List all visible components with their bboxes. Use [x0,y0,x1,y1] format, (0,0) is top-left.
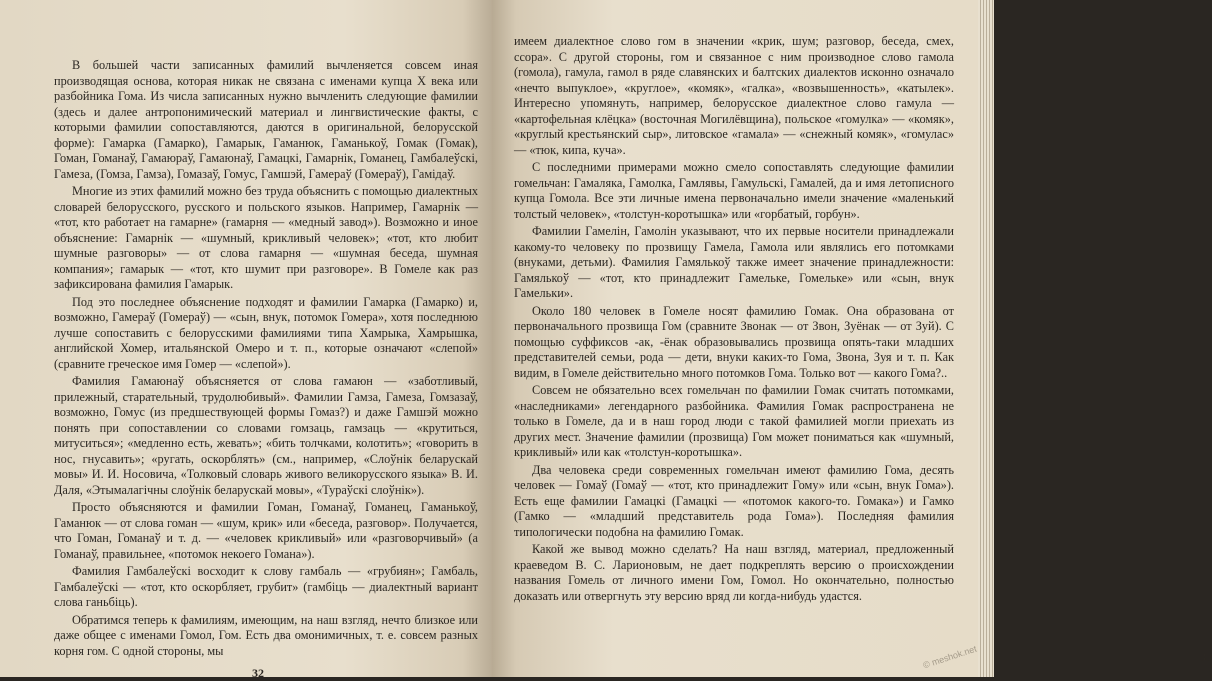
right-page [492,0,1212,677]
left-paragraph-4: Фамилия Гамаюнаў объясняется от слова гамаюн — «заботливый, прилежный, старательный, трудолюбивый». Фамилии Гамза, Гамеза, Гомзазаў, возможно, Гомус (из предшествующей формы Гомаз?) и даже Гамшэй можно понять при сопоставлении со словами гомзаць, гамзаць — «крутиться, митуситься»; «медленно есть, жевать»; «бить толчками, колотить»; «говорить в нос, гнусавить»; «ругать, оскорблять» (см., например, «Слоўнік беларускай мовы» И. И. Носовича, «Толковый словарь живого великорусского языка» В. И. Даля, «Этымалагічны слоўнік беларускай мовы», «Тураўскі слоўнік»). [54,374,478,497]
background-edge [994,0,1000,677]
right-paragraph-2: С последними примерами можно смело сопоставлять следующие фамилии гомельчан: Гамаляка, Гамолка, Гамлявы, Гамульскі, Гамалей, да и имя летописного купца Гомола. Все эти личные имена первоначально имели значение «маленький толстый человек», «толстун-коротышка» или «горбатый, горбун». [514,160,954,221]
left-page [0,0,492,680]
right-paragraph-7: Какой же вывод можно сделать? На наш взгляд, материал, предложенный краеведом В. С. Ларионовым, не дает подкреплять версию о происхождении названия Гомель от личного имени Гом, Гомол. Но окончательно, полностью доказать или отвергнуть эту версию вряд ли когда-нибудь удастся. [514,542,954,603]
left-paragraph-1: В большей части записанных фамилий вычленяется совсем иная производящая основа, которая никак не связана с именами купца X века или разбойника Гома. Из числа записанных нужно вычленить следующие фамилии (здесь и далее антропонимический материал и лингвистические факты, с которыми фамилии сопоставляются, даются в оригинальной, белорусской форме): Гамарка (Гамарко), Гамарык, Гаманюк, Гаманькоў, Гомак (Гомак), Гоман, Гоманаў, Гамаюраў, Гамаюнаў, Гамацкі, Гамарнік, Гоманец, Гамбалеўскі, Гамеза, (Гомза, Гамза), Гомазаў, Гомус, Гамшэй, Гамераў (Гомераў), Гамідаў. [54,58,478,181]
watermark-text: © meshok.net [921,643,978,671]
right-paragraph-4: Около 180 человек в Гомеле носят фамилию Гомак. Она образована от первоначального прозвища Гом (сравните Звонак — от Звон, Зуёнак — от Зуй). С помощью суффиксов -ак, -ёнак образовывались прозвища опять-таки младших представителей семьи, рода — дети, внуки каких-то Гома, Звона, Зуя и т. п. Как видим, в Гомеле действительно много потомков Гома. Только вот — какого Гома?.. [514,303,954,380]
right-paragraph-3: Фамилии Гамелін, Гамолін указывают, что их первые носители принадлежали какому-то человеку по прозвищу Гамела, Гамола или являлись его потомками (внуками, детьми). Фамилия Гамялькоў также имеет значение принадлежности: Гамялькоў — «тот, кто принадлежит Гамельке, Гомельке» или «сын, внук Гамельки». [514,224,954,300]
left-paragraph-7: Обратимся теперь к фамилиям, имеющим, на наш взгляд, нечто близкое или даже общее с именами Гомол, Гом. Есть два омонимичных, т. е. совсем разных корня гом. С одной стороны, мы [54,612,478,658]
left-page-number: 32 [252,666,264,680]
left-paragraph-3: Под это последнее объяснение подходят и фамилии Гамарка (Гамарко) и, возможно, Гамераў (Гомераў) — «сын, внук, потомок Гомера», хотя последнюю лучше сопоставить с белорусскими фамилиями типа Хамрыка, Хамрышка, английской Хомер, итальянской Омеро и т. п., которые означают «слепой» (сравните греческое имя Гомер — «слепой»). [54,294,478,371]
left-paragraph-6: Фамилия Гамбалеўскі восходит к слову гамбаль — «грубиян»; Гамбаль, Гамбалеўскі — «тот, кто оскорбляет, грубит» (гамбіць — диалектный вариант слова ганьбіць). [54,564,478,609]
left-paragraph-2: Многие из этих фамилий можно без труда объяснить с помощью диалектных словарей белорусского, русского и польского языков. Например, Гамарнік — «тот, кто работает на гамарне» (гамарня — «медный завод»). Возможно и иное объяснение: Гамарнік — «шумный, крикливый человек»; «тот, кто любит шумные разговоры» — от слова гамарня — «шумная беседа, шумная компания»; гамарык — «тот, кто шумит при разговоре». В Гомеле как раз зафиксирована фамилия Гамарык. [54,184,478,291]
right-paragraph-1: имеем диалектное слово гом в значении «крик, шум; разговор, беседа, смех, ссора». С другой стороны, гом и связанное с ним производное слово гамола (гомола), гамула, гамол в ряде славянских и балтских диалектов исконно означало «нечто выпуклое», «круглое», «комяк», «галка», «возвышенность», «катылек». Интересно упомянуть, например, белорусское диалектное слово гамула — «картофельная клёцка» (восточная Могилёвщина), польское «гомулка» — «комяк», «круглый крестьянский сыр», литовское «гамала» — «снежный комяк», «гомулас» — «тюк, кипа, куча». [514,34,954,157]
right-paragraph-6: Два человека среди современных гомельчан имеют фамилию Гома, десять человек — Гомаў (Гомаў — «тот, кто принадлежит Гому» или «сын, внук Гома»). Есть еще фамилии Гамацкі (Гамацкі — «потомок какого-то. Гомака») и Гамко (Гамко — «младший представитель рода Гома»). Последняя фамилия типологически подобна на фамилию Гомак. [514,462,954,539]
right-paragraph-5: Совсем не обязательно всех гомельчан по фамилии Гомак считать потомками, «наследниками» легендарного разбойника. Фамилия Гомак распространена не только в Гомеле, да и в наш город люди с такой фамилией могли приехать из других мест. Значение фамилии (прозвища) Гом может пониматься как «шумный, крикливый» или как «толстун-коротышка». [514,383,954,459]
left-paragraph-5: Просто объясняются и фамилии Гоман, Гоманаў, Гоманец, Гаманькоў, Гаманюк — от слова гоман — «шум, крик» или «беседа, разговор». Получается, что Гоман, Гоманаў и т. д. — «человек крикливый» или «разговорчивый» (а Гоманаў, правильнее, «потомок некоего Гомана»). [54,500,478,561]
right-page-number: 33 [1200,650,1212,664]
